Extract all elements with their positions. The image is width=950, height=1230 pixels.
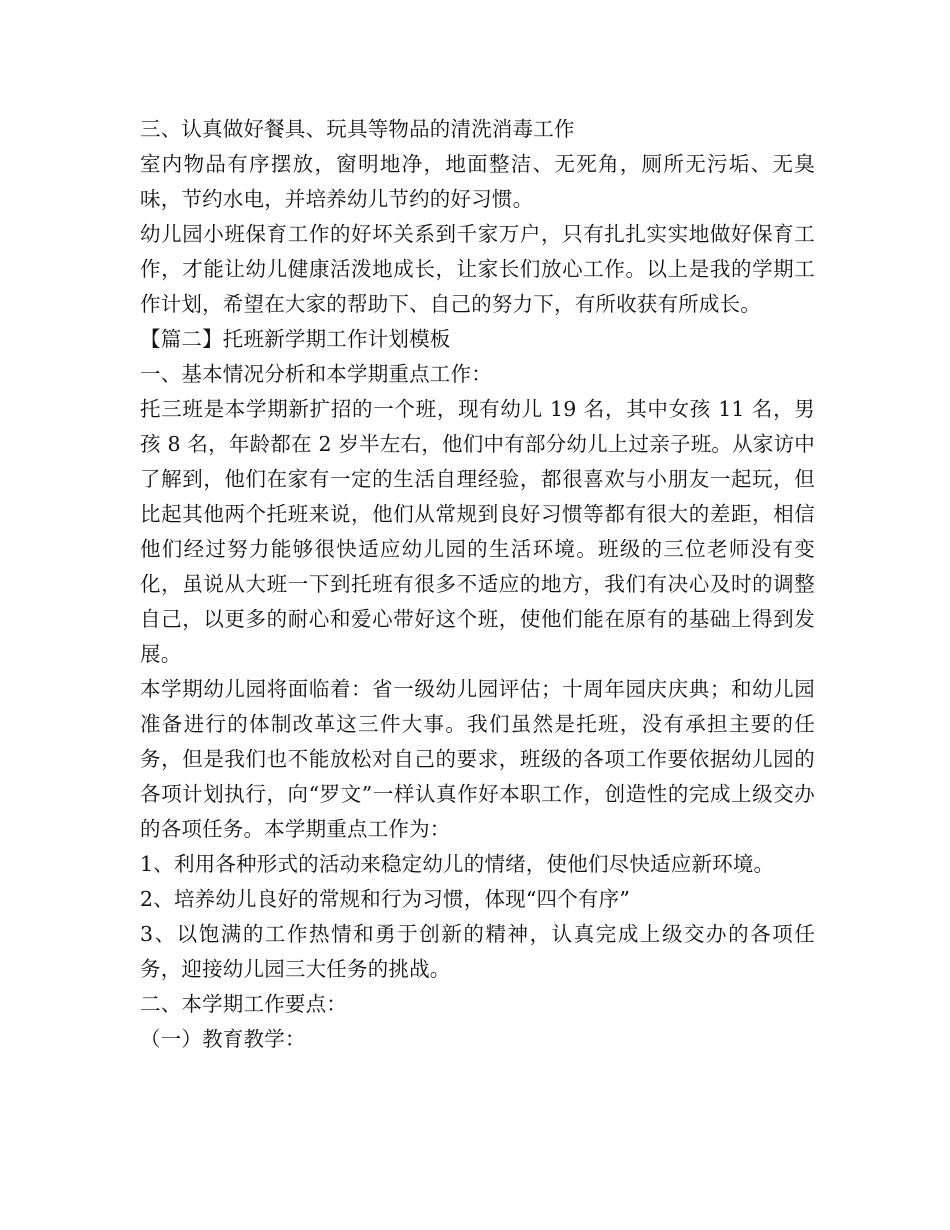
list-item-3: 3、以饱满的工作热情和勇于创新的精神，认真完成上级交办的各项任务，迎接幼儿园三大任务的挑战。 bbox=[140, 922, 815, 981]
paragraph-class-overview: 托三班是本学期新扩招的一个班，现有幼儿 19 名，其中女孩 11 名，男孩 8 名，年龄都在 2 岁半左右，他们中有部分幼儿上过亲子班。从家访中了解到，他们在家有一定的生活自理经验，都很喜欢与小朋友一起玩，但比起其他两个托班来说，他们从常规到良好习惯等都有很大的差距，相信他们经过努力能够很快适应幼儿园的生活环境。班级的三位老师没有变化，虽说从大班一下到托班有很多不适应的地方，我们有决心及时的调整自己，以更多的耐心和爱心带好这个班，使他们能在原有的基础上得到发展。 bbox=[140, 397, 815, 666]
section-heading-cleaning: 三、认真做好餐具、玩具等物品的清洗消毒工作 bbox=[140, 117, 575, 141]
subsection-heading-teaching: （一）教育教学： bbox=[140, 1027, 306, 1051]
article-title-part-two: 【篇二】托班新学期工作计划模板 bbox=[140, 327, 451, 351]
section-heading-key-points: 二、本学期工作要点： bbox=[140, 992, 347, 1016]
paragraph-conclusion: 幼儿园小班保育工作的好坏关系到千家万户，只有扎扎实实地做好保育工作，才能让幼儿健康活泼地成长，让家长们放心工作。以上是我的学期工作计划，希望在大家的帮助下、自己的努力下，有所收获有所成长。 bbox=[140, 222, 815, 316]
list-item-1: 1、利用各种形式的活动来稳定幼儿的情绪，使他们尽快适应新环境。 bbox=[140, 852, 775, 876]
document-body bbox=[140, 112, 815, 1057]
paragraph-room-order: 室内物品有序摆放，窗明地净，地面整洁、无死角，厕所无污垢、无臭味，节约水电，并培养幼儿节约的好习惯。 bbox=[140, 152, 815, 211]
section-heading-situation: 一、基本情况分析和本学期重点工作： bbox=[140, 362, 492, 386]
paragraph-semester-events: 本学期幼儿园将面临着：省一级幼儿园评估；十周年园庆庆典；和幼儿园准备进行的体制改革这三件大事。我们虽然是托班，没有承担主要的任务，但是我们也不能放松对自己的要求，班级的各项工作要依据幼儿园的各项计划执行，向“罗文”一样认真作好本职工作，创造性的完成上级交办的各项任务。本学期重点工作为： bbox=[140, 677, 815, 841]
list-item-2: 2、培养幼儿良好的常规和行为习惯，体现“四个有序” bbox=[140, 887, 631, 911]
